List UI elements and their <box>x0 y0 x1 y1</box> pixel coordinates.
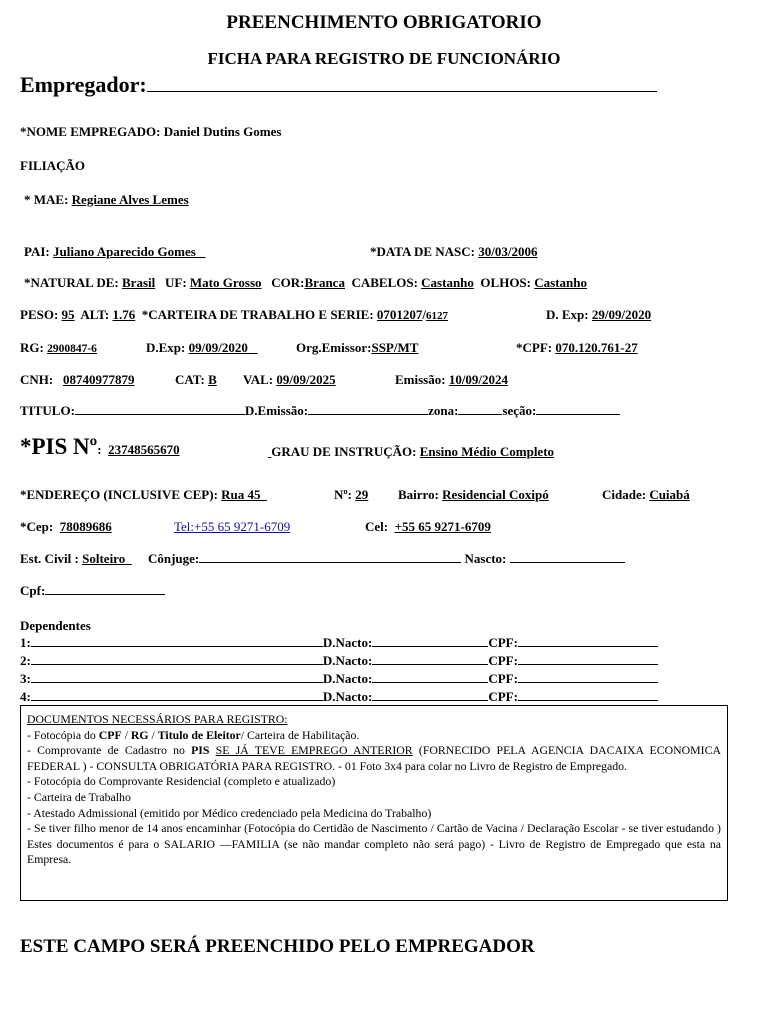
pai-row <box>24 244 206 260</box>
docs-line: - Fotocópia do Comprovante Residencial (completo e atualizado) <box>27 774 336 789</box>
docs-line: - Comprovante de Cadastro no PIS SE JÁ TEVE EMPREGO ANTERIOR (FORNECIDO PELA AGENCIA DACAIXA ECONOMICA FEDERAL ) - CONSULTA OBRIGATÓRIA PARA REGISTRO. - 01 Foto 3x4 para colar no Livro de Registro de Empregado. <box>27 743 721 773</box>
dependente-num: 4: <box>20 689 31 704</box>
mae-label: * MAE: <box>24 192 69 207</box>
zona-label: zona: <box>428 403 459 418</box>
cep-value: 78089686 <box>59 519 112 534</box>
pis-sep: : <box>97 442 102 457</box>
orgao-value: SSP/MT <box>371 340 419 355</box>
val-value: 09/09/2025 <box>276 372 336 387</box>
empregador-label: Empregador: <box>20 72 147 97</box>
olhos-label: OLHOS: <box>480 275 531 290</box>
dependente-cpf-label: CPF: <box>488 653 518 668</box>
ctps-dexp-label: D. Exp: <box>546 307 589 322</box>
dependente-dnacto-label: D.Nacto: <box>322 653 373 668</box>
dependente-num: 2: <box>20 653 31 668</box>
titulo-row <box>20 403 620 419</box>
dependente-row <box>20 689 658 705</box>
ctps-dexp-value: 29/09/2020 <box>591 307 652 322</box>
cpf2-label: Cpf: <box>20 583 46 598</box>
zona-blank <box>458 403 502 415</box>
titulo-demissao-blank <box>308 403 428 415</box>
pis-row <box>20 434 180 460</box>
pis-label: *PIS Nº <box>20 434 98 459</box>
civil-row <box>20 551 625 567</box>
docs-heading: DOCUMENTOS NECESSÁRIOS PARA REGISTRO: <box>27 712 288 726</box>
nome-value: Daniel Dutins Gomes <box>163 124 282 139</box>
grau-row <box>268 444 554 460</box>
bairro-value: Residencial Coxipó <box>442 487 549 502</box>
val-label: VAL: <box>243 372 274 387</box>
cat-row <box>175 372 217 388</box>
carteira-value: 0701207 <box>376 307 423 322</box>
cpf-row <box>516 340 638 356</box>
cidade-label: Cidade: <box>602 487 647 502</box>
carteira-label: *CARTEIRA DE TRABALHO E SERIE: <box>141 307 374 322</box>
uf-value: Mato Grosso <box>189 275 262 290</box>
emissao-row <box>395 372 508 388</box>
natural-value: Brasil <box>122 275 156 290</box>
pis-value: 23748565670 <box>108 442 180 457</box>
dependente-dnacto-blank <box>372 671 488 683</box>
dependente-dnacto-label: D.Nacto: <box>322 671 373 686</box>
empregador-blank <box>147 75 657 92</box>
mae-value: Regiane Alves Lemes <box>71 192 189 207</box>
secao-label: seção: <box>502 403 537 418</box>
cel-value: +55 65 9271-6709 <box>394 519 491 534</box>
docs-line: - Se tiver filho menor de 14 anos encaminhar (Fotocópia do Certidão de Nascimento / Cartão de Vacina / Declaração Escolar - se tiver estudando ) Estes documentos é para o SALARIO —FAMILIA (se não mandar completo não será pago) - Livro de Registro de Empregado que esta na Empresa. <box>27 821 721 867</box>
grau-value: Ensino Médio Completo <box>419 444 555 459</box>
docs-line: - Carteira de Trabalho <box>27 789 131 804</box>
civil-value: Solteiro <box>82 551 126 566</box>
cel-row <box>365 519 491 535</box>
cor-label: COR: <box>271 275 305 290</box>
cidade-value: Cuiabá <box>649 487 690 502</box>
bairro-label: Bairro: <box>398 487 439 502</box>
cpf-value: 070.120.761-27 <box>555 340 638 355</box>
tel-row <box>174 519 290 535</box>
pai-value: Juliano Aparecido Gomes <box>53 244 196 259</box>
docs-line: - Fotocópia do CPF / RG / Titulo de Eleitor/ Carteira de Habilitação. <box>27 727 360 742</box>
dependente-num: 1: <box>20 635 31 650</box>
dependente-row <box>20 635 658 651</box>
olhos-value: Castanho <box>534 275 587 290</box>
cel-label: Cel: <box>365 519 389 534</box>
dependente-name-blank <box>31 653 323 665</box>
footer-note: ESTE CAMPO SERÁ PREENCHIDO PELO EMPREGADOR <box>20 936 535 957</box>
cor-value: Branca <box>304 275 345 290</box>
nome-row <box>20 124 281 140</box>
nasc-row <box>370 244 537 260</box>
dependente-cpf-blank <box>518 689 658 701</box>
civil-label: Est. Civil : <box>20 551 79 566</box>
nascto-label: Nascto: <box>464 551 507 566</box>
rg-dexp <box>146 340 258 356</box>
natural-label: *NATURAL DE: <box>24 275 119 290</box>
nasc-label: *DATA DE NASC: <box>370 244 475 259</box>
nascto-blank <box>510 551 625 563</box>
pai-label: PAI: <box>24 244 50 259</box>
tel-link[interactable]: Tel:+55 65 9271-6709 <box>174 519 291 534</box>
endereco-value: Rua 45 <box>221 487 261 502</box>
cat-label: CAT: <box>175 372 205 387</box>
titulo-label: TITULO: <box>20 403 75 418</box>
dependente-name-blank <box>31 689 323 701</box>
dependente-row <box>20 671 658 687</box>
cpf-label: *CPF: <box>516 340 553 355</box>
dependente-dnacto-blank <box>372 653 488 665</box>
empregador-field <box>20 72 657 98</box>
peso-row: PESO: 95 ALT: 1.76 *CARTEIRA DE TRABALHO E SERIE: 0701207/6127 <box>20 307 449 322</box>
dependente-cpf-blank <box>518 653 658 665</box>
dependente-cpf-label: CPF: <box>488 671 518 686</box>
filiacao-label: FILIAÇÃO <box>20 158 86 173</box>
titulo-blank <box>75 403 245 415</box>
serie-value: 6127 <box>426 310 449 322</box>
alt-value: 1.76 <box>112 307 136 322</box>
numero-label: Nº: <box>334 487 353 502</box>
dependente-num: 3: <box>20 671 31 686</box>
peso-value: 95 <box>61 307 75 322</box>
cpf2-row <box>20 583 165 599</box>
dependente-row <box>20 653 658 669</box>
dependente-cpf-label: CPF: <box>488 635 518 650</box>
orgao-label: Org.Emissor: <box>296 340 372 355</box>
endereco-row <box>20 487 267 503</box>
rg-row <box>20 340 97 356</box>
nome-label: *NOME EMPREGADO: <box>20 124 161 139</box>
cat-value: B <box>208 372 217 387</box>
docs-line: - Atestado Admissional (emitido por Médico credenciado pela Medicina do Trabalho) <box>27 805 432 820</box>
cabelos-value: Castanho <box>421 275 474 290</box>
natural-row <box>24 275 587 291</box>
val-row <box>243 372 336 388</box>
rg-dexp-label: D.Exp: <box>146 340 186 355</box>
dependentes-title: Dependentes <box>20 618 91 633</box>
secao-blank <box>536 403 620 415</box>
peso-label: PESO: <box>20 307 59 322</box>
numero-value: 29 <box>355 487 369 502</box>
conjuge-blank <box>199 551 461 563</box>
form-subtitle: FICHA PARA REGISTRO DE FUNCIONÁRIO <box>207 49 561 68</box>
dependente-cpf-label: CPF: <box>488 689 518 704</box>
cep-row <box>20 519 112 535</box>
grau-label: GRAU DE INSTRUÇÃO: <box>271 444 417 459</box>
dependente-dnacto-label: D.Nacto: <box>322 689 373 704</box>
nasc-value: 30/03/2006 <box>478 244 538 259</box>
emissao-value: 10/09/2024 <box>448 372 509 387</box>
cabelos-label: CABELOS: <box>351 275 418 290</box>
dependente-dnacto-label: D.Nacto: <box>322 635 373 650</box>
mae-row <box>24 192 189 208</box>
titulo-demissao-label: D.Emissão: <box>244 403 309 418</box>
cnh-value: 08740977879 <box>62 372 135 387</box>
form-title: PREENCHIMENTO OBRIGATORIO <box>226 12 542 33</box>
dependente-name-blank <box>31 635 323 647</box>
dependente-dnacto-blank <box>372 689 488 701</box>
rg-dexp-value: 09/09/2020 <box>188 340 248 355</box>
rg-value: 2900847-6 <box>47 343 97 355</box>
uf-label: UF: <box>164 275 187 290</box>
cnh-label: CNH: <box>20 372 54 387</box>
conjuge-label: Cônjuge: <box>147 551 200 566</box>
cidade-row <box>602 487 690 503</box>
rg-label: RG: <box>20 340 44 355</box>
dependente-name-blank <box>31 671 323 683</box>
dependente-cpf-blank <box>518 671 658 683</box>
documents-box <box>20 705 728 901</box>
alt-label: ALT: <box>80 307 110 322</box>
emissao-label: Emissão: <box>395 372 446 387</box>
bairro-row <box>398 487 549 503</box>
dependente-dnacto-blank <box>372 635 488 647</box>
cpf2-blank <box>45 583 165 595</box>
endereco-label: *ENDEREÇO (INCLUSIVE CEP): <box>20 487 218 502</box>
orgao-row <box>296 340 418 356</box>
cep-label: *Cep: <box>20 519 54 534</box>
cnh-row <box>20 372 134 388</box>
peso-dexp <box>546 307 651 323</box>
numero-row <box>334 487 368 503</box>
dependente-cpf-blank <box>518 635 658 647</box>
